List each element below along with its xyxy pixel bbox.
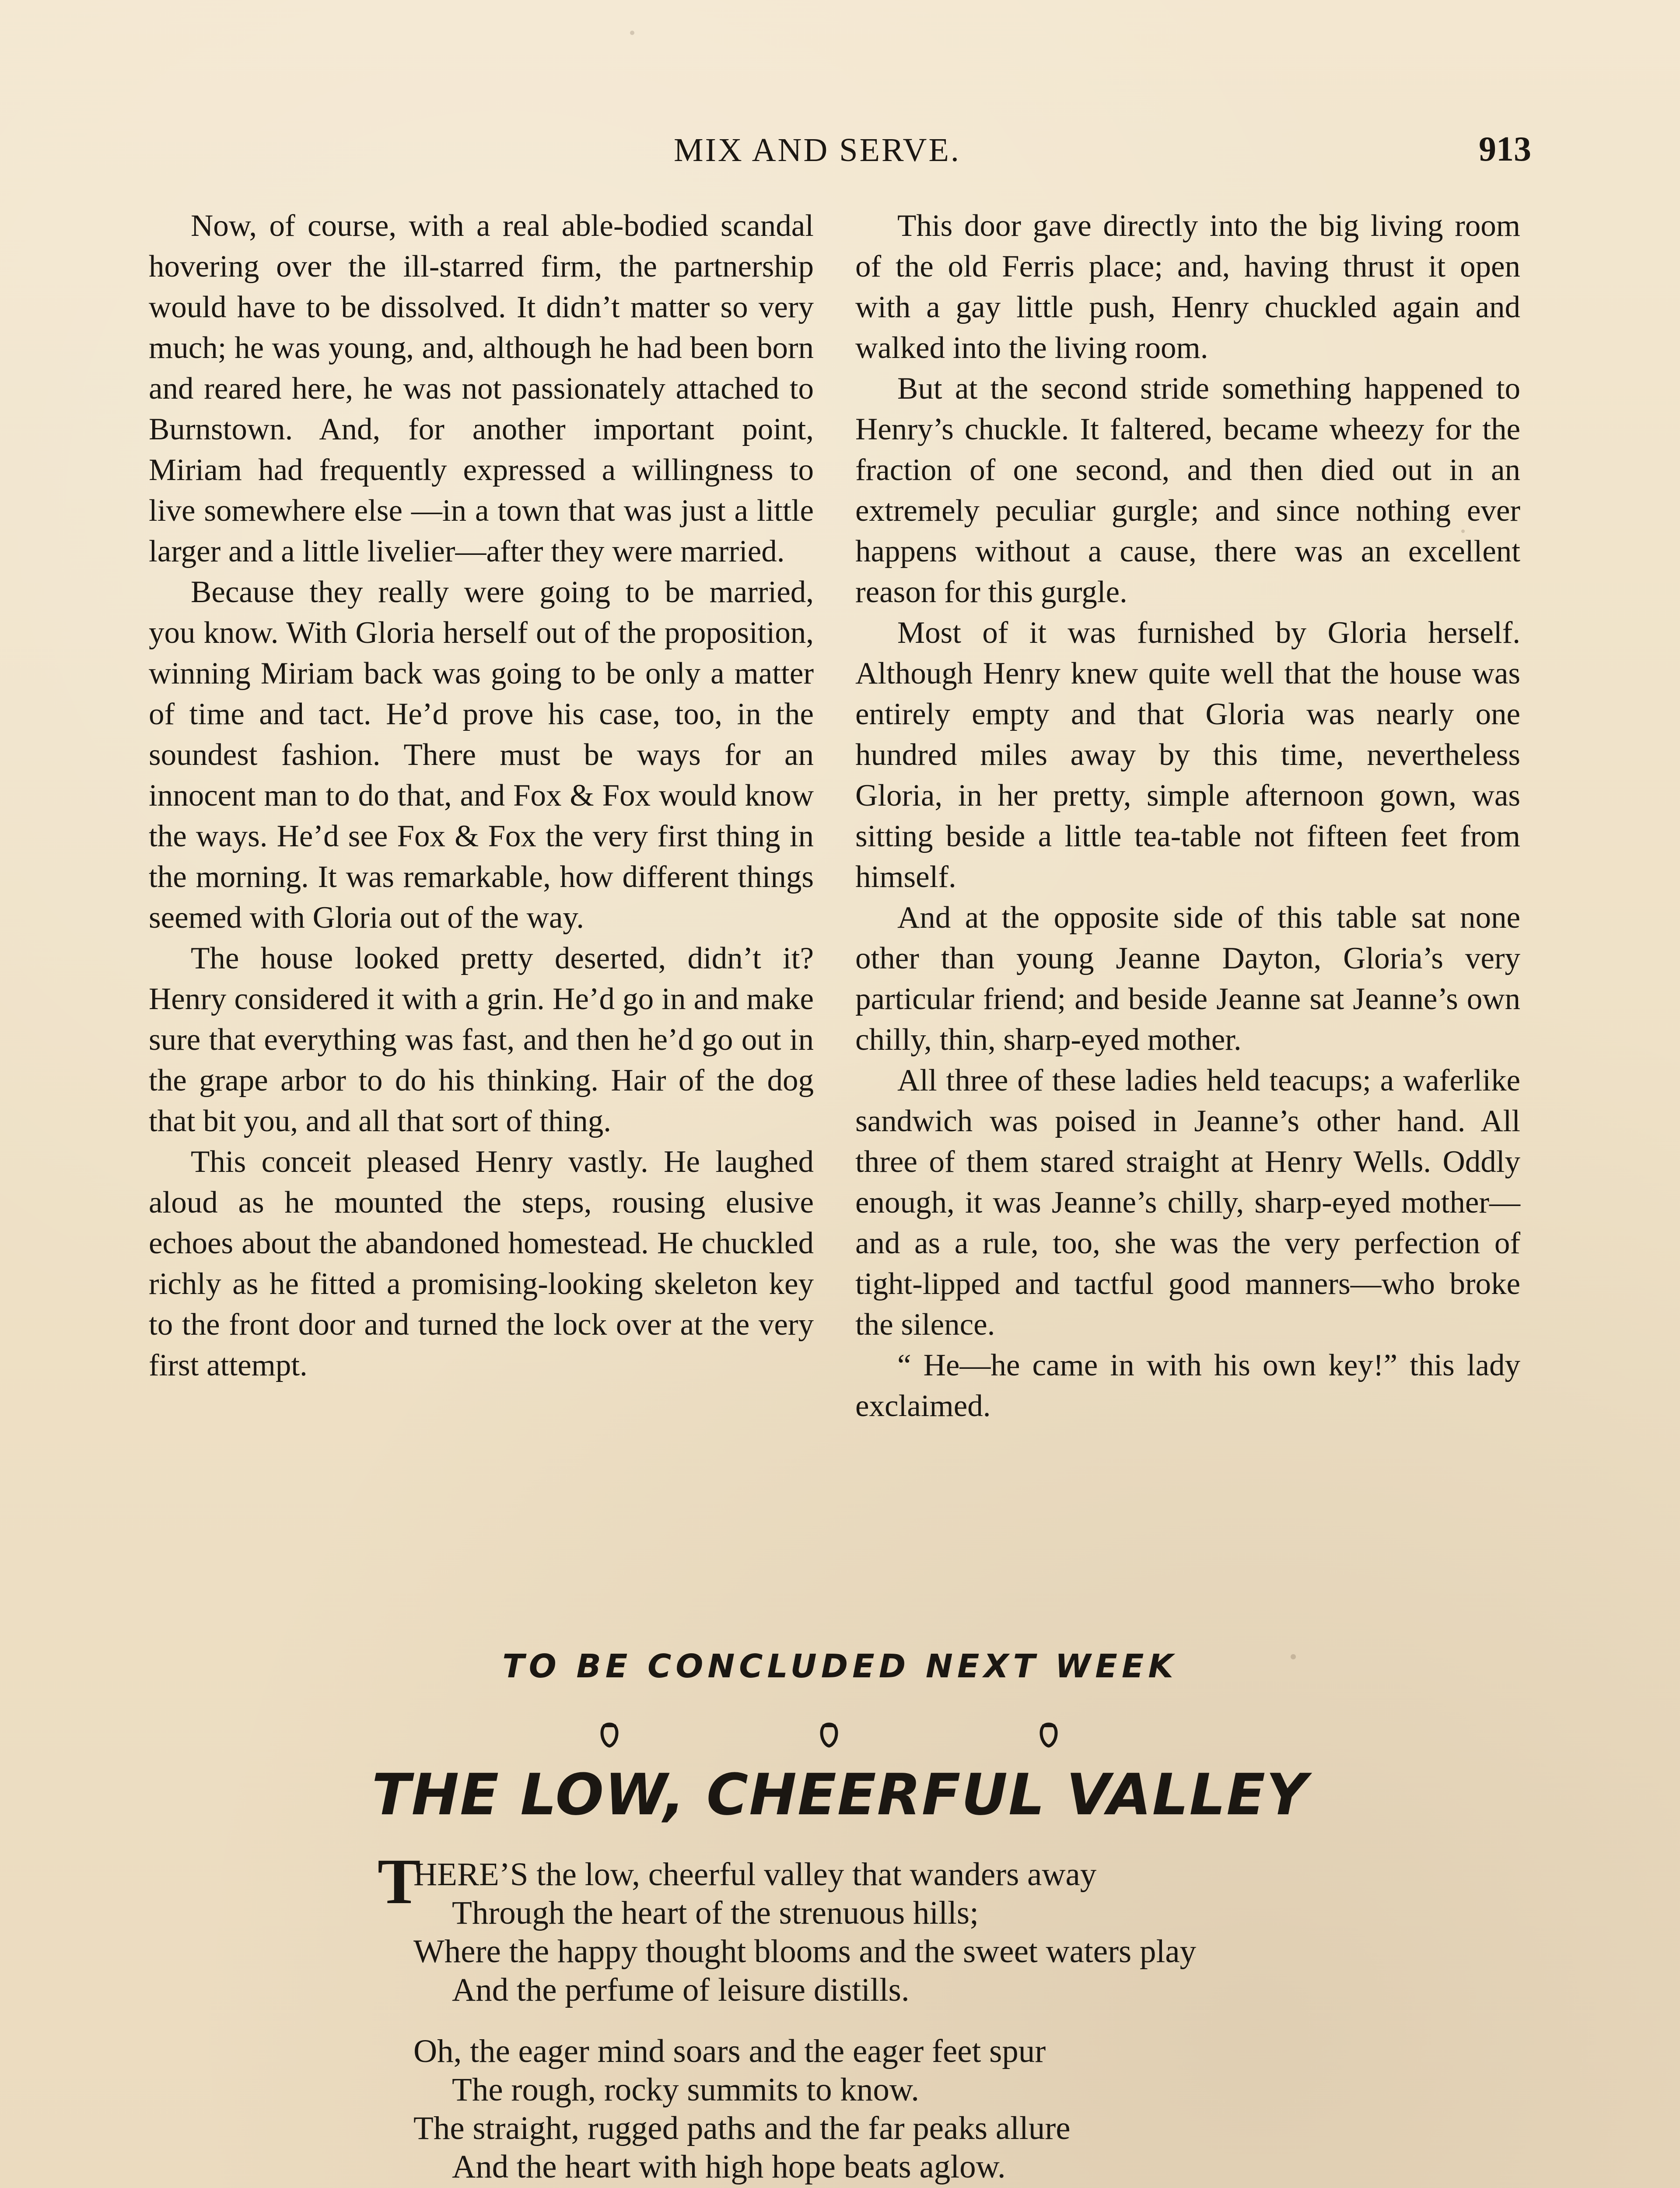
paragraph: The house looked pretty deserted, didn’t it? Henry considered it with a grin. He’d go in and make sure that everything was fast, and then he’d go out in the grape arbor to do his thinking. Hair of the dog that bit you, and all that sort of thing.: [149, 941, 814, 1138]
poem-line-text: And the perfume of leisure distills.: [452, 1972, 910, 2008]
paragraph: Because they really were going to be married, you know. With Gloria herself out of the proposition, winning Miriam back was going to be only a matter of time and tact. He’d prove his case, too, in the soundest fashion. There must be ways for an innocent man to do that, and Fox & Fox would know the ways. He’d see Fox & Fox the very first thing in the morning. It was remarkable, how different things seemed with Gloria out of the way.: [149, 575, 814, 935]
ornament-icon: [819, 1722, 839, 1748]
poem-line-text: Oh, the eager mind soars and the eager feet spur: [413, 2033, 1046, 2069]
paragraph: This conceit pleased Henry vastly. He laughed aloud as he mounted the steps, rousing elusive echoes about the abandoned homestead. He chuckled richly as he fitted a promising-looking skeleton key to the front door and turned the lock over at the very first attempt.: [149, 1145, 814, 1382]
poem-body: [378, 1846, 1376, 2188]
poem-line-text: Through the heart of the strenuous hills;: [452, 1895, 979, 1931]
drop-cap: T: [378, 1846, 421, 1918]
paragraph: All three of these ladies held teacups; a waferlike sandwich was poised in Jeanne’s other hand. All three of them stared straight at Henry Wells. Oddly enough, it was Jeanne’s chilly, sharp-eyed mother—and as a rule, too, she was the very perfection of tight-lipped and tactful good manners—who broke the silence.: [855, 1063, 1520, 1342]
ornament-icon: [599, 1722, 620, 1748]
poem-line: [413, 2071, 1376, 2109]
poem-line-text: The straight, rugged paths and the far peaks allure: [413, 2110, 1071, 2146]
poem-line-text: And the heart with high hope beats aglow.: [452, 2149, 1006, 2185]
poem-stanza: [413, 2032, 1376, 2186]
paragraph: This door gave directly into the big living room of the old Ferris place; and, having thrust it open with a gay little push, Henry chuckled again and walked into the living room.: [855, 209, 1520, 365]
poem-line-text: HERE’S the low, cheerful valley that wanders away: [413, 1856, 1097, 1893]
ornament-icon: [1039, 1722, 1059, 1748]
continued-notice: TO BE CONCLUDED NEXT WEEK: [502, 1648, 1178, 1685]
page-number: 913: [1479, 130, 1531, 168]
ornament-divider: [599, 1718, 1059, 1753]
poem-title: THE LOW, CHEERFUL VALLEY: [371, 1761, 1309, 1828]
poem-line: [413, 1971, 1376, 2009]
running-head: MIX AND SERVE.: [674, 132, 961, 168]
page-header: [149, 131, 1531, 171]
poem-stanza: [378, 1846, 1376, 2009]
left-column: [149, 206, 814, 1386]
paper-speck: [630, 31, 634, 35]
poem-line: [413, 2109, 1376, 2148]
paragraph: Most of it was furnished by Gloria herself. Although Henry knew quite well that the house was entirely empty and that Gloria was nearly one hundred miles away by this time, nevertheless Gloria, in her pretty, simple afternoon gown, was sitting beside a little tea-table not fifteen feet from himself.: [855, 616, 1520, 894]
poem-line: [413, 2148, 1376, 2186]
paragraph: Now, of course, with a real able-bodied scandal hovering over the ill-starred firm, the partnership would have to be dissolved. It didn’t matter so very much; he was young, and, although he had been born and reared here, he was not passionately attached to Burnstown. And, for another important point, Miriam had frequently expressed a willingness to live somewhere else —in a town that was just a little larger and a little livelier—after they were married.: [149, 209, 814, 568]
poem-line: [413, 1932, 1376, 1971]
poem-line: [413, 2032, 1376, 2071]
paragraph: And at the opposite side of this table sat none other than young Jeanne Dayton, Gloria’s very particular friend; and beside Jeanne sat Jeanne’s own chilly, thin, sharp-eyed mother.: [855, 901, 1520, 1057]
poem-line: [413, 1894, 1376, 1932]
poem-line-text: Where the happy thought blooms and the sweet waters play: [413, 1933, 1197, 1970]
paragraph: “ He—he came in with his own key!” this lady exclaimed.: [855, 1348, 1520, 1423]
poem-line-text: The rough, rocky summits to know.: [452, 2072, 919, 2108]
paragraph: But at the second stride something happened to Henry’s chuckle. It faltered, became wheezy for the fraction of one second, and then died out in an extremely peculiar gurgle; and since nothing ever happens without a cause, there was an excellent reason for this gurgle.: [855, 372, 1520, 609]
right-column: [855, 206, 1520, 1427]
